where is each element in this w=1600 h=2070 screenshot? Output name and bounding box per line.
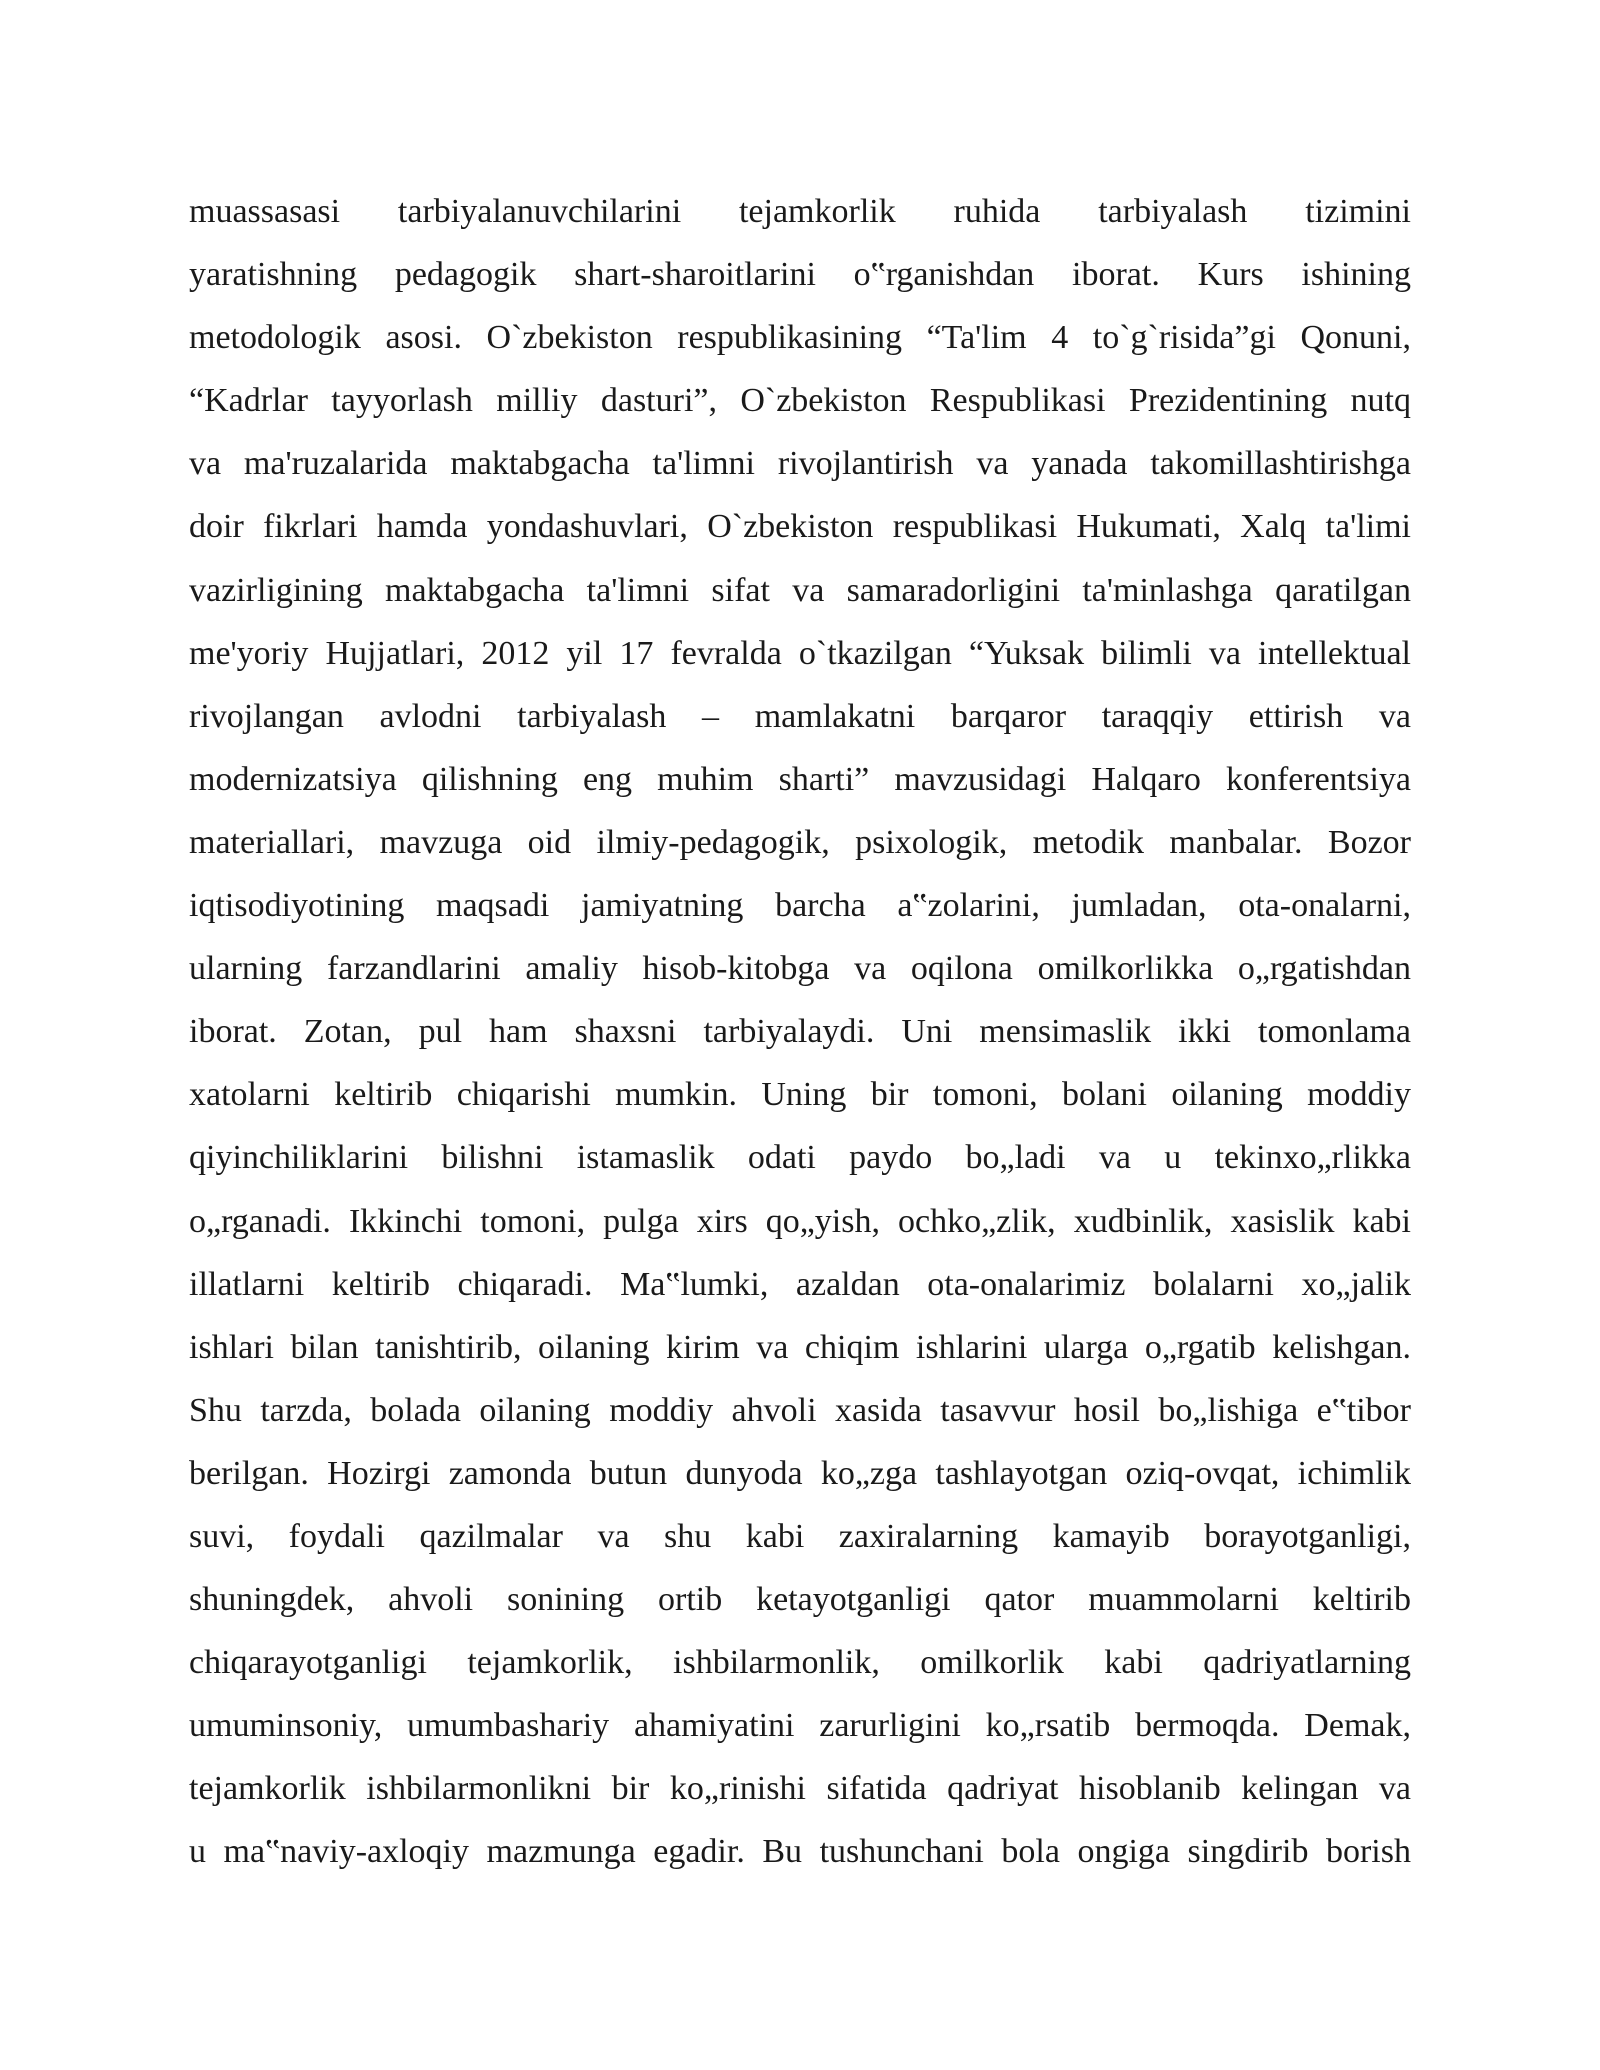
- text-line: tejamkorlik ishbilarmonlikni bir ko„rinishi sifatida qadriyat hisoblanib kelingan va: [189, 1770, 1411, 1808]
- text-line: iqtisodiyotining maqsadi jamiyatning barcha a‟zolarini, jumladan, ota-onalarni,: [189, 887, 1411, 925]
- text-line: qiyinchiliklarini bilishni istamaslik odati paydo bo„ladi va u tekinxo„rlikka: [189, 1139, 1411, 1177]
- body-paragraph: [189, 180, 1411, 1884]
- text-line: umuminsoniy, umumbashariy ahamiyatini zarurligini ko„rsatib bermoqda. Demak,: [189, 1707, 1411, 1745]
- text-line: rivojlangan avlodni tarbiyalash – mamlakatni barqaror taraqqiy ettirish va: [189, 697, 1411, 735]
- text-line: iborat. Zotan, pul ham shaxsni tarbiyalaydi. Uni mensimaslik ikki tomonlama: [189, 1013, 1411, 1051]
- text-line: doir fikrlari hamda yondashuvlari, O`zbekiston respublikasi Hukumati, Xalq ta'limi: [189, 508, 1411, 546]
- text-line: illatlarni keltirib chiqaradi. Ma‟lumki, azaldan ota-onalarimiz bolalarni xo„jalik: [189, 1265, 1411, 1303]
- text-line: u ma‟naviy-axloqiy mazmunga egadir. Bu tushunchani bola ongiga singdirib borish: [189, 1833, 1411, 1871]
- text-line: berilgan. Hozirgi zamonda butun dunyoda ko„zga tashlayotgan oziq-ovqat, ichimlik: [189, 1454, 1411, 1492]
- text-line: vazirligining maktabgacha ta'limni sifat va samaradorligini ta'minlashga qaratilgan: [189, 571, 1411, 609]
- text-line: shuningdek, ahvoli sonining ortib ketayotganligi qator muammolarni keltirib: [189, 1581, 1411, 1619]
- text-line: me'yoriy Hujjatlari, 2012 yil 17 fevralda o`tkazilgan “Yuksak bilimli va intellektual: [189, 634, 1411, 672]
- text-line: modernizatsiya qilishning eng muhim sharti” mavzusidagi Halqaro konferentsiya: [189, 760, 1411, 798]
- text-line: “Kadrlar tayyorlash milliy dasturi”, O`zbekiston Respublikasi Prezidentining nutq: [189, 382, 1411, 420]
- text-line: va ma'ruzalarida maktabgacha ta'limni rivojlantirish va yanada takomillashtirishga: [189, 445, 1411, 483]
- text-line: xatolarni keltirib chiqarishi mumkin. Uning bir tomoni, bolani oilaning moddiy: [189, 1076, 1411, 1114]
- text-line: muassasasi tarbiyalanuvchilarini tejamkorlik ruhida tarbiyalash tizimini: [189, 193, 1411, 230]
- text-line: ishlari bilan tanishtirib, oilaning kirim va chiqim ishlarini ularga o„rgatib kelishgan.: [189, 1328, 1411, 1366]
- text-line: metodologik asosi. O`zbekiston respublikasining “Ta'lim 4 to`g`risida”gi Qonuni,: [189, 319, 1411, 357]
- text-line: ularning farzandlarini amaliy hisob-kitobga va oqilona omilkorlikka o„rgatishdan: [189, 950, 1411, 988]
- text-line: suvi, foydali qazilmalar va shu kabi zaxiralarning kamayib borayotganligi,: [189, 1517, 1411, 1555]
- text-line: yaratishning pedagogik shart-sharoitlarini o‟rganishdan iborat. Kurs ishining: [189, 256, 1411, 294]
- text-line: o„rganadi. Ikkinchi tomoni, pulga xirs qo„yish, ochko„zlik, xudbinlik, xasislik kabi: [189, 1202, 1411, 1240]
- text-line: chiqarayotganligi tejamkorlik, ishbilarmonlik, omilkorlik kabi qadriyatlarning: [189, 1644, 1411, 1682]
- text-line: Shu tarzda, bolada oilaning moddiy ahvoli xasida tasavvur hosil bo„lishiga e‟tibor: [189, 1391, 1411, 1429]
- text-line: materiallari, mavzuga oid ilmiy-pedagogik, psixologik, metodik manbalar. Bozor: [189, 823, 1411, 861]
